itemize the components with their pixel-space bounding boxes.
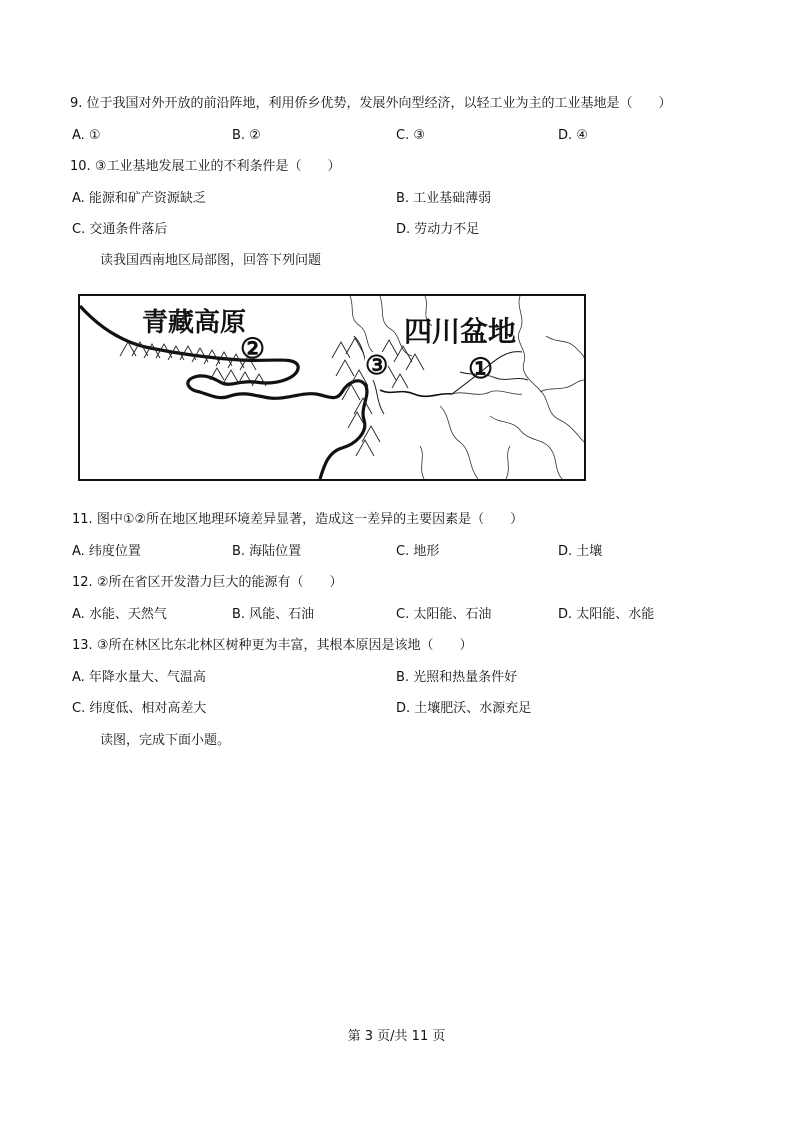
question-text: ③工业基地发展工业的不利条件是（ ） — [94, 159, 341, 174]
q11-option-b[interactable]: B. 海陆位置 — [232, 544, 302, 559]
question-9-stem — [70, 95, 672, 113]
question-11-stem — [72, 511, 523, 529]
question-number: 12. — [72, 575, 93, 590]
q11-option-a[interactable]: A. 纬度位置 — [72, 544, 141, 559]
question-text: ③所在林区比东北林区树种更为丰富，其根本原因是该地（ ） — [96, 638, 473, 653]
q12-option-b[interactable]: B. 风能、石油 — [232, 607, 315, 622]
q9-option-b[interactable]: B. ② — [232, 128, 261, 143]
question-10-stem — [70, 158, 340, 176]
question-number: 9. — [70, 96, 83, 111]
q11-option-c[interactable]: C. 地形 — [396, 544, 440, 559]
question-number: 11. — [72, 512, 93, 527]
q9-option-a[interactable]: A. ① — [72, 128, 101, 143]
question-12-stem — [72, 574, 342, 592]
q11-option-d[interactable]: D. 土壤 — [558, 544, 603, 559]
q13-option-d[interactable]: D. 土壤肥沃、水源充足 — [396, 701, 532, 716]
q13-option-c[interactable]: C. 纬度低、相对高差大 — [72, 701, 207, 716]
page-footer: 第 3 页/共 11 页 — [347, 1029, 446, 1044]
question-text: 位于我国对外开放的前沿阵地，利用侨乡优势，发展外向型经济，以轻工业为主的工业基地是（ ） — [86, 96, 672, 111]
question-text: 图中①②所在地区地理环境差异显著，造成这一差异的主要因素是（ ） — [96, 512, 524, 527]
q12-option-d[interactable]: D. 太阳能、水能 — [558, 607, 655, 622]
marker-3: ③ — [365, 351, 389, 381]
question-number: 10. — [70, 159, 91, 174]
q10-option-a[interactable]: A. 能源和矿产资源缺乏 — [72, 191, 206, 206]
q10-option-c[interactable]: C. 交通条件落后 — [72, 222, 168, 237]
question-13-stem — [72, 637, 472, 655]
question-text: ②所在省区开发潜力巨大的能源有（ ） — [96, 575, 343, 590]
q10-option-b[interactable]: B. 工业基础薄弱 — [396, 191, 492, 206]
q9-option-d[interactable]: D. ④ — [558, 128, 588, 143]
southwest-china-map — [78, 294, 586, 481]
q12-option-a[interactable]: A. 水能、天然气 — [72, 607, 167, 622]
question-number: 13. — [72, 638, 93, 653]
q13-option-b[interactable]: B. 光照和热量条件好 — [396, 670, 518, 685]
map-intro: 读我国西南地区局部图，回答下列问题 — [100, 253, 322, 268]
q13-option-a[interactable]: A. 年降水量大、气温高 — [72, 670, 206, 685]
q10-option-d[interactable]: D. 劳动力不足 — [396, 222, 480, 237]
marker-2: ② — [240, 332, 266, 365]
marker-1: ① — [468, 352, 494, 385]
label-sichuan-basin: 四川盆地 — [404, 315, 517, 348]
q9-option-c[interactable]: C. ③ — [396, 128, 425, 143]
label-tibetan-plateau: 青藏高原 — [142, 308, 247, 338]
q12-option-c[interactable]: C. 太阳能、石油 — [396, 607, 492, 622]
next-intro: 读图，完成下面小题。 — [100, 733, 231, 748]
